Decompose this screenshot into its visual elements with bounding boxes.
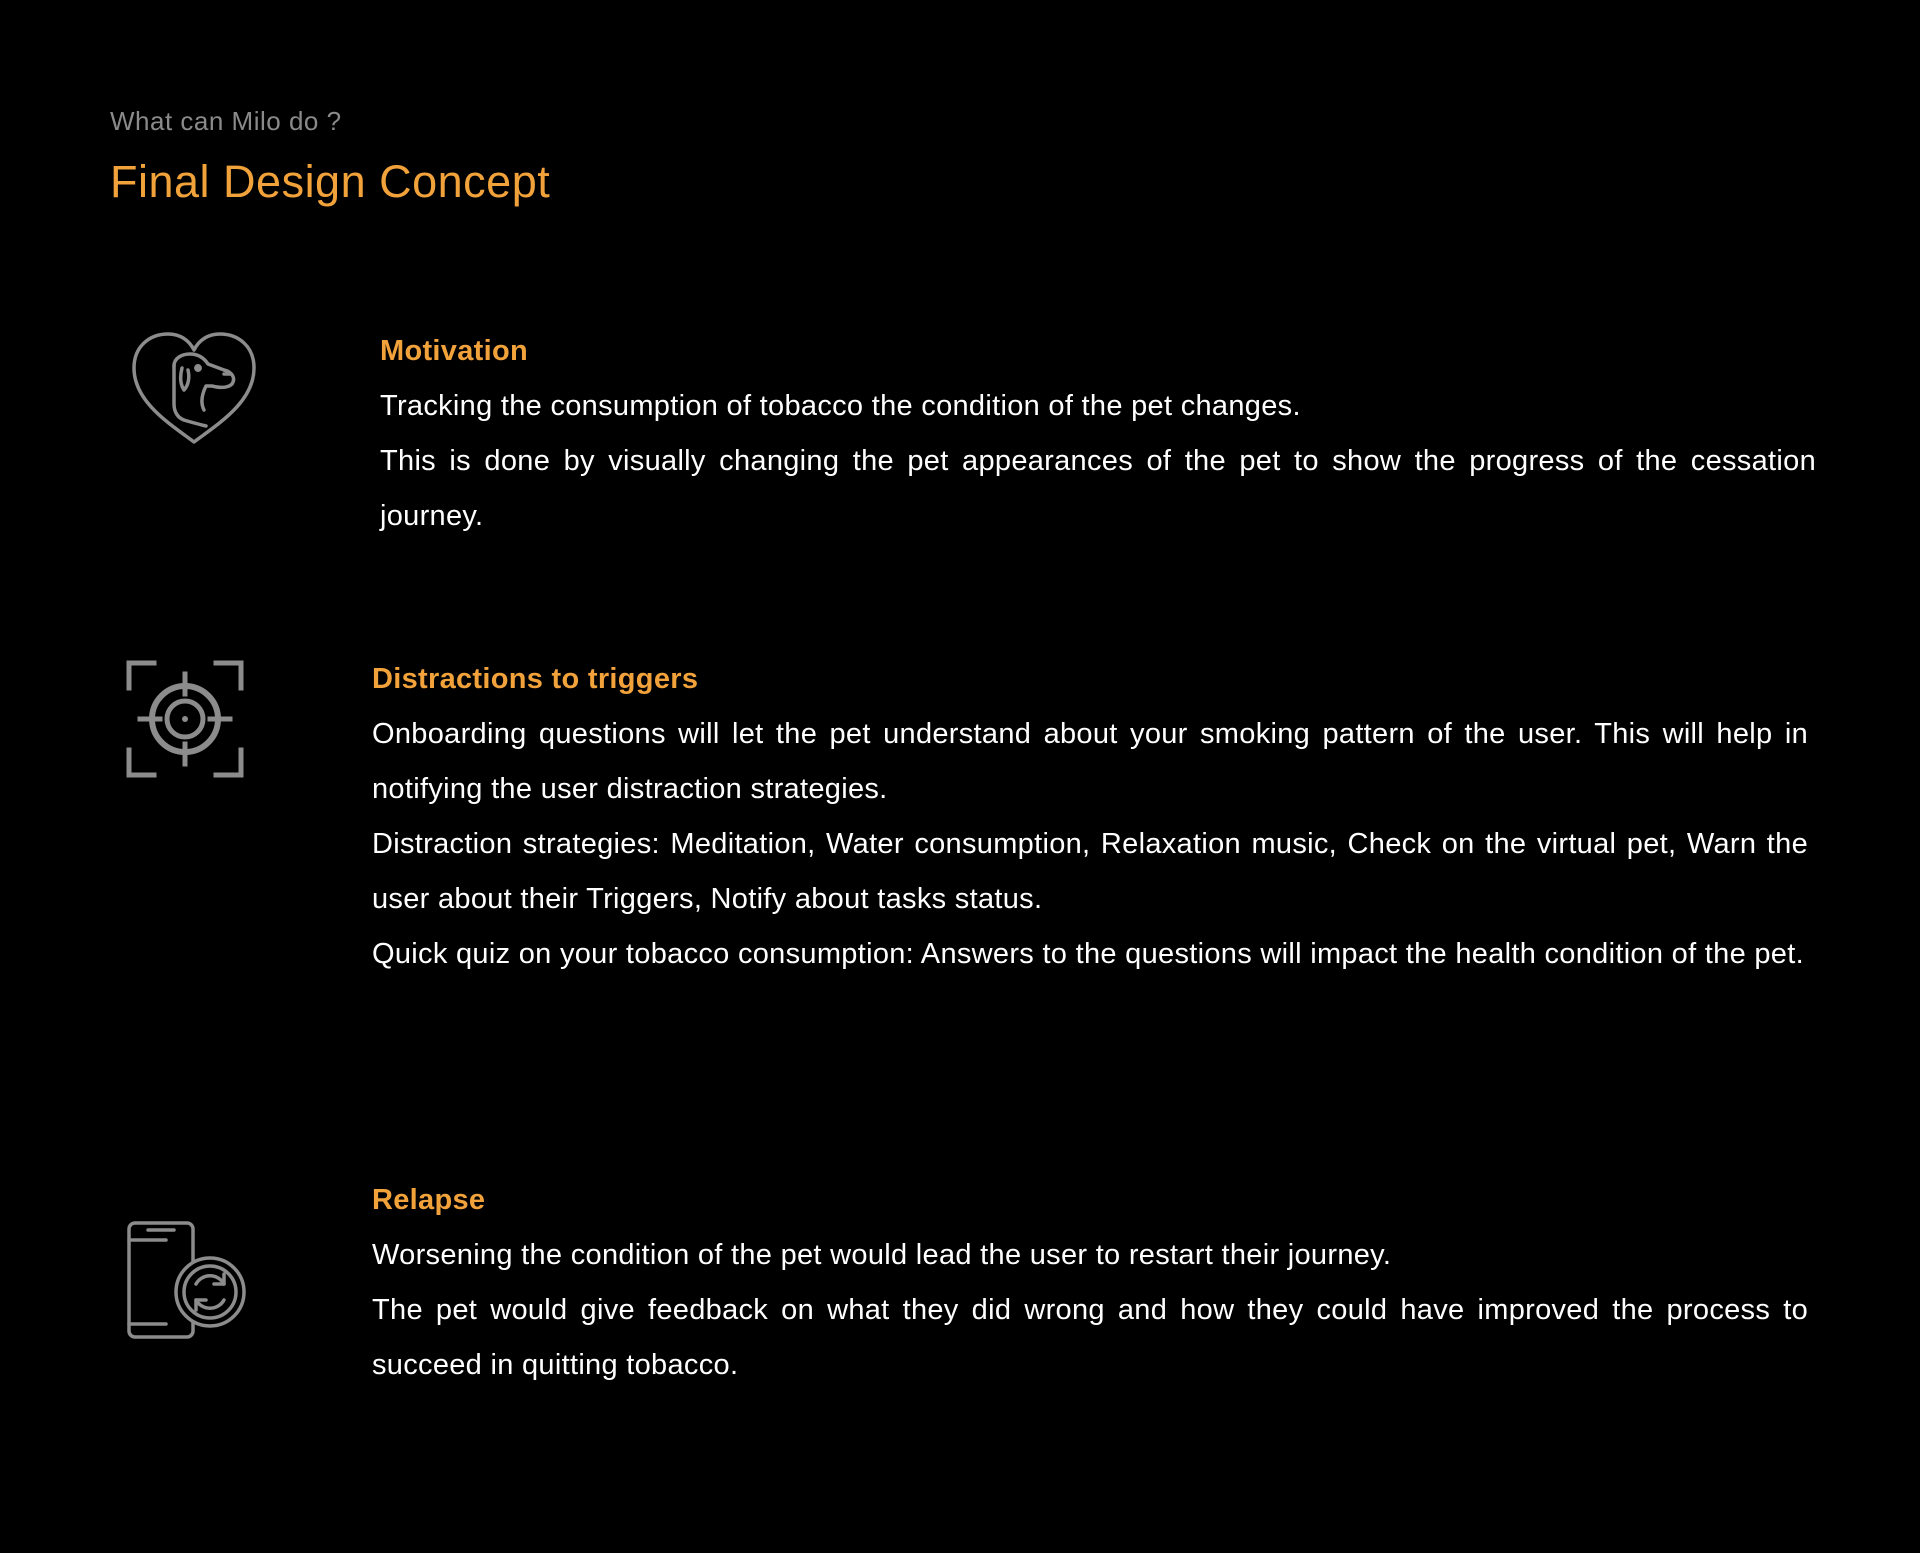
paragraph: Tracking the consumption of tobacco the condition of the pet changes. — [380, 390, 1301, 422]
section-heading: Motivation — [380, 335, 528, 367]
paragraph: This is done by visually changing the pet appearances of the pet to show the progress of the cessation journey. — [380, 445, 1816, 532]
phone-restart-icon — [126, 1220, 246, 1340]
target-focus-icon — [126, 660, 244, 778]
paragraph: Onboarding questions will let the pet understand about your smoking pattern of the user. This will help in notifying the user distraction strategies. — [372, 718, 1808, 805]
section-body — [372, 652, 1808, 982]
section-heading: Relapse — [372, 1184, 486, 1216]
paragraph: Worsening the condition of the pet would lead the user to restart their journey. — [372, 1239, 1392, 1271]
section-heading: Distractions to triggers — [372, 663, 699, 695]
paragraph: Distraction strategies: Meditation, Water consumption, Relaxation music, Check on the virtual pet, Warn the user about their Triggers, Notify about tasks status. — [372, 828, 1808, 915]
heart-dog-icon — [128, 330, 260, 448]
section-body — [372, 1173, 1808, 1393]
section-body — [380, 324, 1816, 544]
page-subtitle: What can Milo do ? — [110, 106, 342, 136]
paragraph: Quick quiz on your tobacco consumption: Answers to the questions will impact the health condition of the pet. — [372, 938, 1804, 970]
paragraph: The pet would give feedback on what they did wrong and how they could have improved the process to succeed in quitting tobacco. — [372, 1294, 1808, 1381]
page-title: Final Design Concept — [110, 156, 551, 207]
